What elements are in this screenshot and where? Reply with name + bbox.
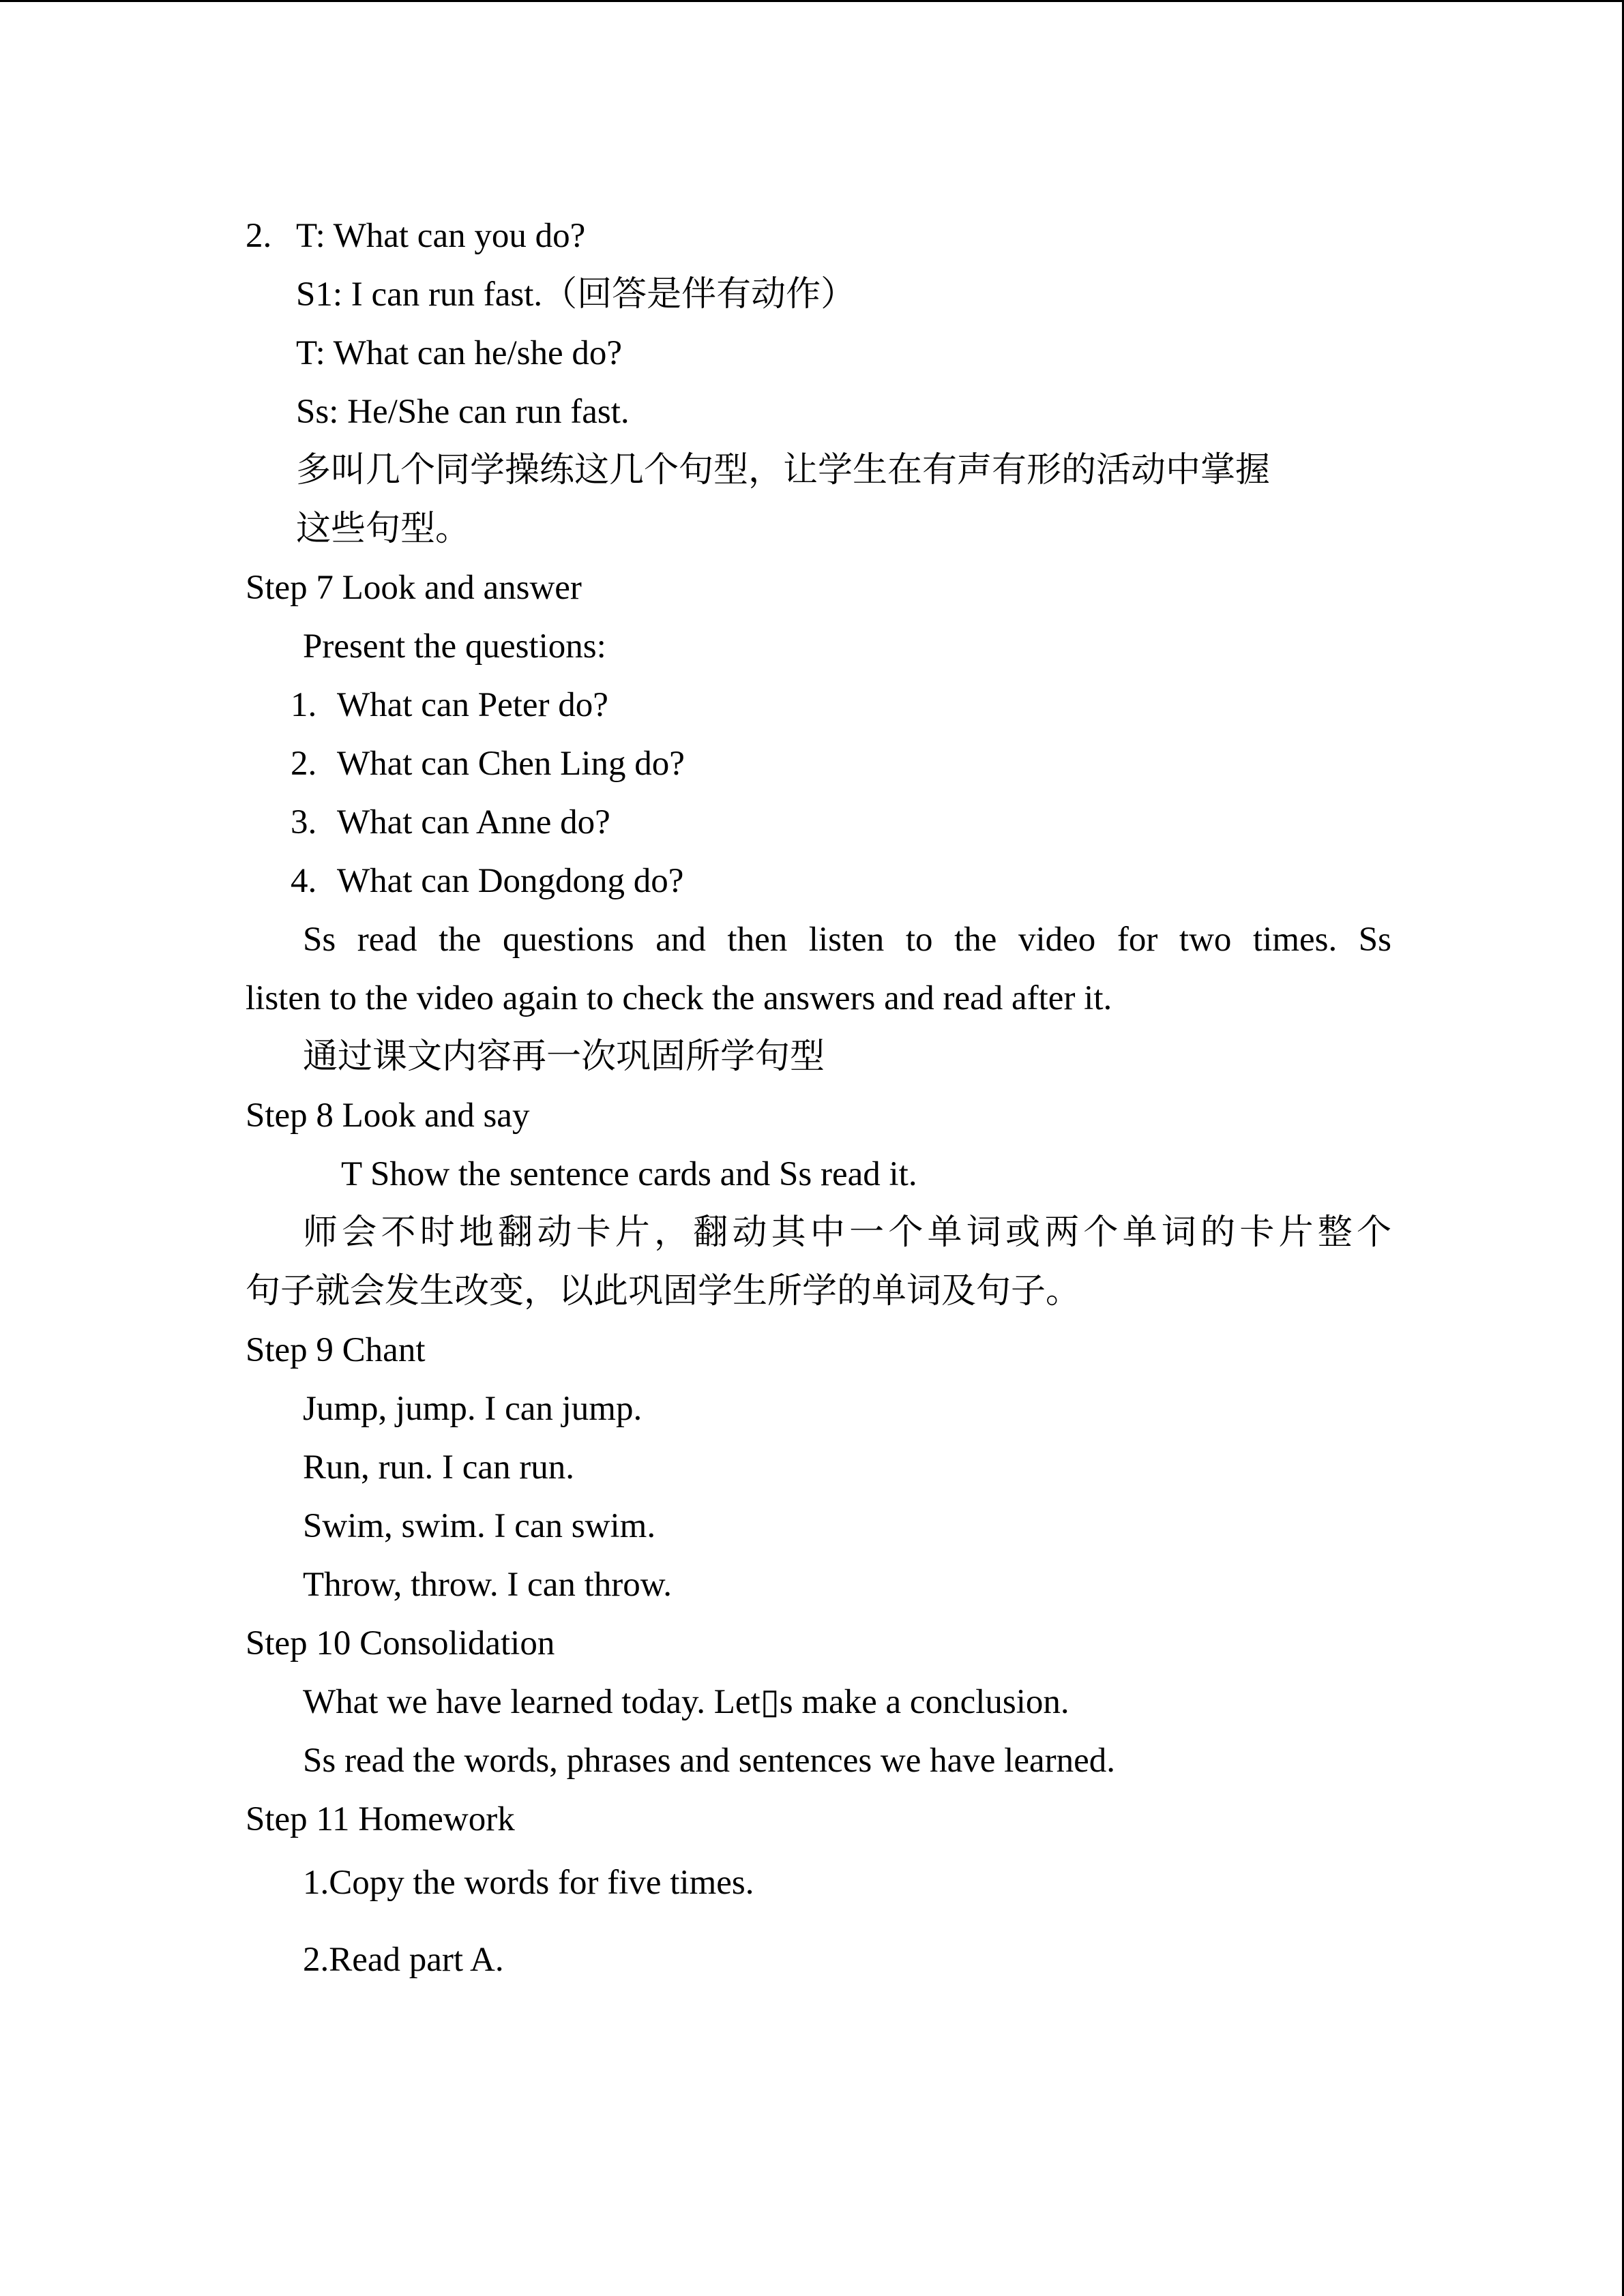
question-number: 1. xyxy=(291,686,317,724)
homework-item-1: 1.Copy the words for five times. xyxy=(303,1864,754,1902)
step8-note-line-1: 师会不时地翻动卡片，翻动其中一个单词或两个单词的卡片整个 xyxy=(303,1214,1391,1252)
chant-line: Throw, throw. I can throw. xyxy=(303,1566,673,1604)
chant-line: Run, run. I can run. xyxy=(303,1448,574,1487)
dialogue-line-4: Ss: He/She can run fast. xyxy=(296,393,630,431)
chant-line: Swim, swim. I can swim. xyxy=(303,1507,656,1545)
question-item xyxy=(246,734,1391,793)
question-text: What can Dongdong do? xyxy=(337,862,684,900)
dialogue-note-line-2: 这些句型。 xyxy=(296,510,471,548)
question-number: 3. xyxy=(291,803,317,841)
question-number: 4. xyxy=(291,862,317,900)
homework-item-2: 2.Read part A. xyxy=(303,1941,504,1979)
question-item xyxy=(246,676,1391,734)
step9-heading: Step 9 Chant xyxy=(246,1331,426,1369)
step8-line: T Show the sentence cards and Ss read it. xyxy=(341,1155,917,1193)
question-item xyxy=(246,793,1391,852)
question-text: What can Peter do? xyxy=(337,686,608,724)
document-body xyxy=(246,207,1391,2003)
dialogue-line-3: T: What can he/she do? xyxy=(296,334,623,372)
dialogue-line-2: S1: I can run fast.（回答是伴有动作） xyxy=(296,275,856,314)
question-text: What can Chen Ling do? xyxy=(337,745,685,783)
step10-line-2: Ss read the words, phrases and sentences we have learned. xyxy=(303,1742,1115,1780)
dialogue-line-1 xyxy=(246,207,1391,265)
step7-heading: Step 7 Look and answer xyxy=(246,569,582,607)
step8-note-line-2: 句子就会发生改变，以此巩固学生所学的单词及句子。 xyxy=(246,1272,1081,1311)
step7-intro: Present the questions: xyxy=(303,627,606,666)
question-text: What can Anne do? xyxy=(337,803,610,841)
step7-paragraph-line-2: listen to the video again to check the answers and read after it. xyxy=(246,979,1112,1017)
chant-line: Jump, jump. I can jump. xyxy=(303,1390,643,1428)
dialogue-number: 2. xyxy=(246,217,272,255)
dialogue-text: T: What can you do? xyxy=(296,217,586,255)
step10-line-1: What we have learned today. Let▯s make a conclusion. xyxy=(303,1683,1069,1721)
question-number: 2. xyxy=(291,745,317,783)
step8-heading: Step 8 Look and say xyxy=(246,1097,530,1135)
step7-note: 通过课文内容再一次巩固所学句型 xyxy=(303,1038,825,1076)
step11-heading: Step 11 Homework xyxy=(246,1800,515,1838)
dialogue-note-line-1: 多叫几个同学操练这几个句型，让学生在有声有形的活动中掌握 xyxy=(296,451,1271,490)
step10-heading: Step 10 Consolidation xyxy=(246,1624,555,1663)
question-item xyxy=(246,852,1391,910)
step7-paragraph-line-1: Ss read the questions and then listen to the video for two times. Ss xyxy=(303,921,1391,959)
